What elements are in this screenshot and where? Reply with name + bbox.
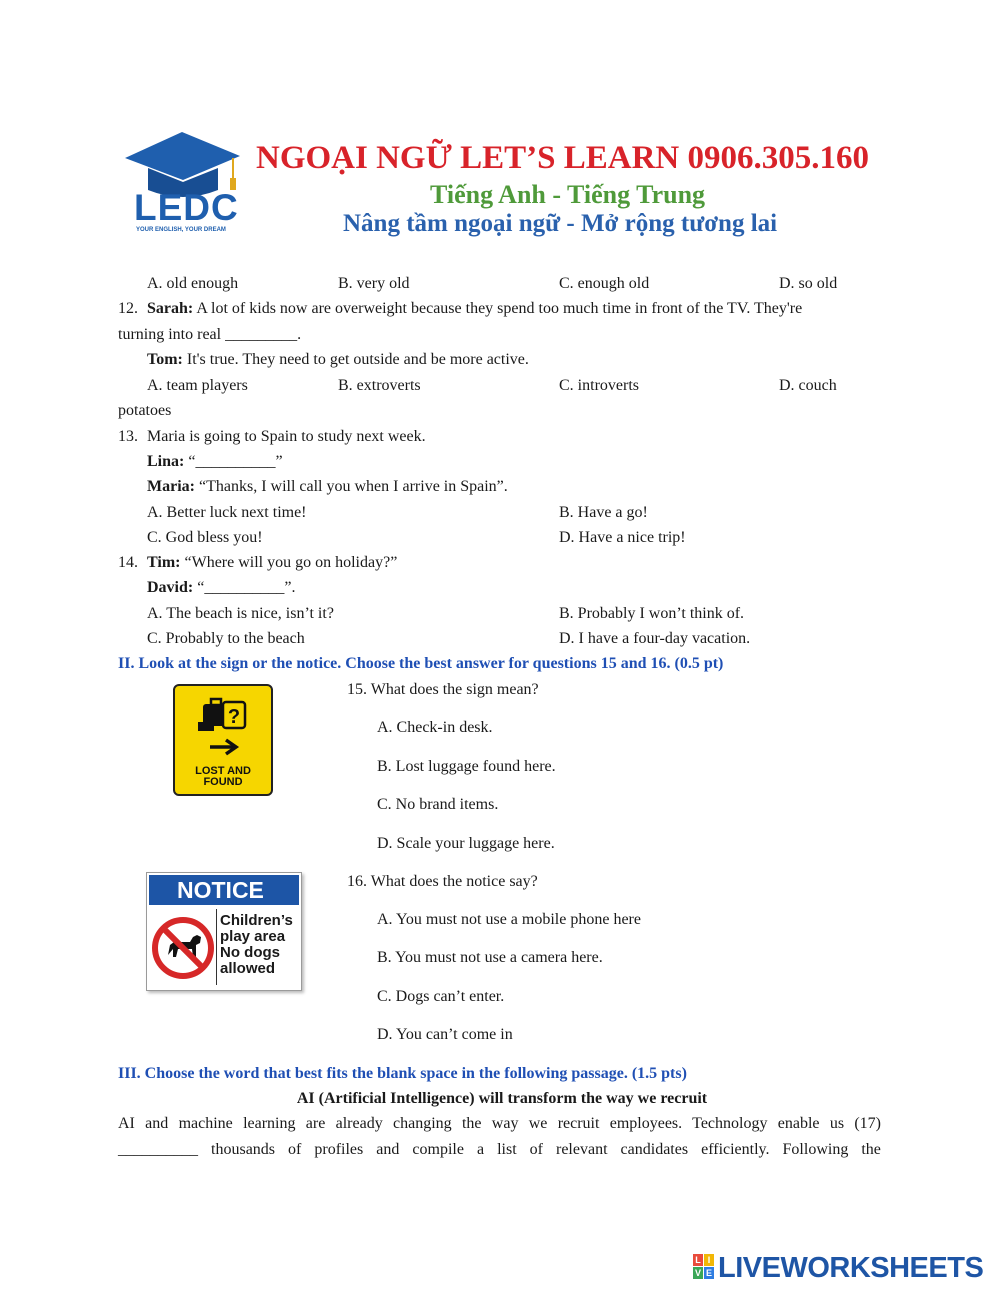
header-subtitle-slogan: Nâng tầm ngoại ngữ - Mở rộng tương lai: [343, 210, 778, 237]
q11-option-a[interactable]: A. old enough: [147, 275, 239, 292]
q12-reply: [147, 350, 529, 370]
passage-word: list: [497, 1141, 517, 1158]
passage-word: efficiently.: [701, 1141, 770, 1158]
no-dogs-icon: [150, 915, 216, 981]
q12-number: 12.: [118, 300, 138, 317]
q13-blank: “__________”: [188, 453, 283, 470]
passage-word: profiles: [314, 1141, 364, 1158]
passage-word: of: [288, 1141, 302, 1158]
q14-question-text: “Where will you go on holiday?”: [184, 554, 398, 571]
sign-text-line2: FOUND: [203, 776, 243, 788]
passage-word: thousands: [211, 1141, 276, 1158]
q13-option-c[interactable]: C. God bless you!: [147, 529, 263, 546]
q16-option-c[interactable]: C. Dogs can’t enter.: [377, 988, 505, 1005]
q13-option-b[interactable]: B. Have a go!: [559, 504, 648, 521]
q12-option-d[interactable]: D. couch: [779, 377, 837, 394]
q14-option-c[interactable]: C. Probably to the beach: [147, 630, 305, 647]
q13-reply-text: “Thanks, I will call you when I arrive in Spain”.: [198, 478, 508, 495]
passage-word: compile: [412, 1141, 464, 1158]
q15-option-d[interactable]: D. Scale your luggage here.: [377, 835, 555, 852]
notice-divider: [216, 909, 217, 985]
q13-speaker-maria: Maria:: [147, 478, 195, 495]
q14-option-b[interactable]: B. Probably I won’t think of.: [559, 605, 745, 622]
q12-text1: A lot of kids now are overweight because they spend too much time in front of the TV. They're: [196, 300, 803, 317]
q11-option-d[interactable]: D. so old: [779, 275, 838, 292]
q11-option-b[interactable]: B. very old: [338, 275, 410, 292]
q14-line2: [147, 578, 295, 598]
q13-line1: [147, 452, 283, 472]
q12-speaker-tom: Tom:: [147, 351, 183, 368]
q14-number: 14.: [118, 554, 138, 571]
q16-option-a[interactable]: A. You must not use a mobile phone here: [377, 911, 641, 928]
passage-word: the: [861, 1141, 881, 1158]
q15-question: 15. What does the sign mean?: [347, 681, 539, 698]
q16-option-b[interactable]: B. You must not use a camera here.: [377, 949, 603, 966]
notice-line-2: play area: [220, 928, 286, 945]
q12-reply-text: It's true. They need to get outside and be more active.: [186, 351, 529, 368]
q13-line2: [147, 477, 508, 497]
notice-line-1: Children’s: [220, 912, 293, 929]
no-dogs-notice: [146, 872, 302, 991]
arrow-right-icon: [208, 738, 242, 756]
q14-speaker-david: David:: [147, 579, 194, 596]
badge-letter-v: V: [694, 1268, 701, 1278]
liveworksheets-logo: LIVEWORKSHEETS: [718, 1252, 984, 1284]
passage-word: a: [476, 1141, 485, 1158]
svg-text:?: ?: [227, 706, 241, 728]
header-subtitle-languages: Tiếng Anh - Tiếng Trung: [430, 180, 706, 209]
notice-title: NOTICE: [149, 875, 299, 905]
q13-speaker-lina: Lina:: [147, 453, 185, 470]
section-3-heading: III. Choose the word that best fits the blank space in the following passage. (1.5 pts): [118, 1065, 687, 1082]
badge-letter-e: E: [705, 1268, 712, 1278]
q12-line2: turning into real _________.: [118, 326, 302, 343]
section-2-heading: II. Look at the sign or the notice. Choose the best answer for questions 15 and 16. (0.5 pt): [118, 655, 724, 672]
luggage-question-icon: [195, 694, 255, 734]
logo-tagline: YOUR ENGLISH, YOUR DREAM: [136, 227, 226, 233]
q13-option-a[interactable]: A. Better luck next time!: [147, 504, 307, 521]
passage-word: and: [376, 1141, 400, 1158]
q12-option-b[interactable]: B. extroverts: [338, 377, 421, 394]
liveworksheets-badge: [693, 1254, 715, 1280]
logo-text: LEDC: [134, 187, 239, 228]
passage-word: candidates: [620, 1141, 689, 1158]
badge-letter-l: L: [693, 1254, 703, 1266]
q15-option-a[interactable]: A. Check-in desk.: [377, 719, 493, 736]
q12-option-a[interactable]: A. team players: [147, 377, 248, 394]
q14-speaker-tim: Tim:: [147, 554, 181, 571]
passage-word: Following: [782, 1141, 849, 1158]
q13-prompt: Maria is going to Spain to study next week.: [147, 428, 426, 445]
passage-word: of: [529, 1141, 543, 1158]
q15-option-b[interactable]: B. Lost luggage found here.: [377, 758, 556, 775]
q14-blank: “__________”.: [197, 579, 296, 596]
q13-number: 13.: [118, 428, 138, 445]
q15-option-c[interactable]: C. No brand items.: [377, 796, 499, 813]
q14-option-a[interactable]: A. The beach is nice, isn’t it?: [147, 605, 334, 622]
q16-question: 16. What does the notice say?: [347, 873, 538, 890]
q14-line1: [147, 553, 397, 573]
sign-text-line1: LOST AND: [195, 765, 251, 777]
q12-speaker-sarah: Sarah:: [147, 300, 194, 317]
lost-and-found-sign: [173, 684, 273, 796]
q14-option-d[interactable]: D. I have a four-day vacation.: [559, 630, 751, 647]
passage-line-2: [118, 1140, 881, 1160]
passage-title: AI (Artificial Intelligence) will transform the way we recruit: [296, 1090, 708, 1107]
notice-line-3: No dogs: [220, 944, 280, 961]
blank-17[interactable]: __________: [118, 1141, 198, 1158]
notice-line-4: allowed: [220, 960, 276, 977]
q12-line1: [147, 299, 802, 319]
badge-letter-i: I: [704, 1254, 714, 1266]
q12-option-c[interactable]: C. introverts: [559, 377, 639, 394]
header-title: NGOẠI NGỮ LET’S LEARN 0906.305.160: [256, 140, 869, 176]
q11-option-c[interactable]: C. enough old: [559, 275, 650, 292]
passage-word: relevant: [556, 1141, 608, 1158]
passage-line-1: AI and machine learning are already changing the way we recruit employees. Technology enable us (17): [118, 1115, 881, 1132]
q12-option-d-wrap: potatoes: [118, 402, 172, 419]
q13-option-d[interactable]: D. Have a nice trip!: [559, 529, 686, 546]
ledc-logo: [120, 128, 245, 238]
q16-option-d[interactable]: D. You can’t come in: [377, 1026, 513, 1043]
